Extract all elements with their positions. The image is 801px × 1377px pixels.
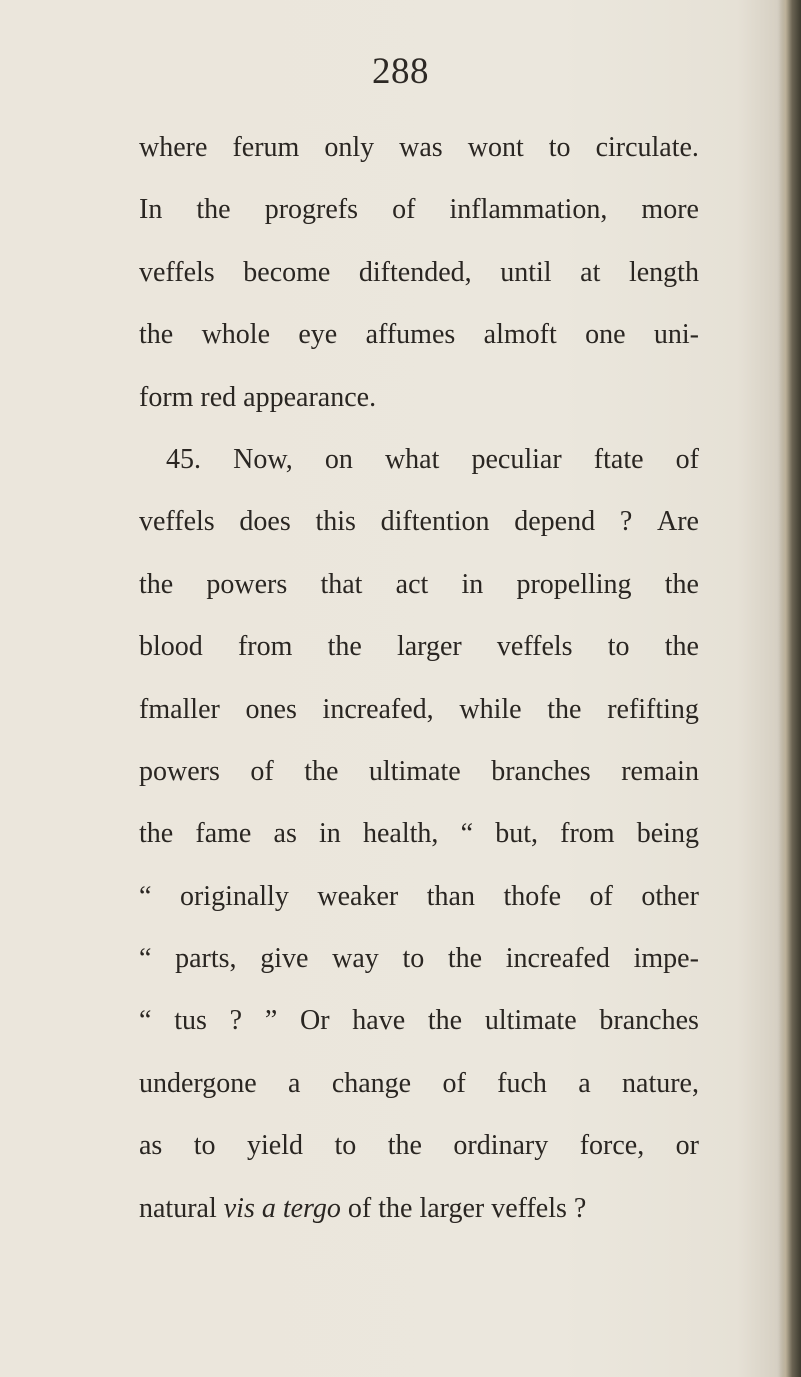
word: the xyxy=(664,568,699,600)
word: veffels xyxy=(139,256,215,288)
word: fuch xyxy=(497,1067,547,1099)
word: progrefs xyxy=(264,194,358,226)
word: but, xyxy=(495,818,538,850)
text-line-18 xyxy=(139,1189,699,1251)
word: eye xyxy=(298,319,338,351)
text-line-13 xyxy=(139,877,699,939)
word: the xyxy=(547,693,582,725)
word: than xyxy=(426,880,475,912)
word: way xyxy=(332,943,379,975)
word: from xyxy=(237,631,293,663)
word: of xyxy=(442,1067,466,1099)
word: of xyxy=(675,443,699,475)
word: the xyxy=(304,755,339,787)
word: parts, xyxy=(175,943,237,975)
word: diftention xyxy=(380,506,490,538)
word: act xyxy=(395,568,429,600)
word: larger xyxy=(396,631,462,663)
word: “ xyxy=(139,1005,152,1037)
word: the xyxy=(664,631,699,663)
word: the xyxy=(387,1130,422,1162)
line-18-italic-phrase: vis a tergo xyxy=(223,1192,341,1224)
word: to xyxy=(334,1130,357,1162)
word: of xyxy=(392,194,416,226)
word: circulate. xyxy=(595,132,699,163)
word: at xyxy=(580,256,601,288)
word: diftended, xyxy=(358,256,472,288)
text-line-1 xyxy=(139,128,699,190)
word: a xyxy=(578,1067,591,1099)
word: a xyxy=(288,1067,301,1099)
word: fame xyxy=(195,818,252,850)
word: ultimate xyxy=(368,755,461,787)
word: change xyxy=(331,1067,412,1099)
word: the xyxy=(139,818,174,850)
word: 45. xyxy=(166,443,201,475)
text-line-2 xyxy=(139,190,699,252)
word: being xyxy=(636,818,699,850)
word: whole xyxy=(201,319,271,351)
word: “ xyxy=(139,943,152,975)
word: what xyxy=(384,443,440,475)
text-line-14 xyxy=(139,939,699,1001)
word: was xyxy=(399,132,443,163)
word: uni- xyxy=(653,319,699,351)
word: inflammation, xyxy=(449,194,608,226)
word: nature, xyxy=(622,1067,699,1099)
word: “ xyxy=(139,880,152,912)
word: ? xyxy=(619,506,633,538)
word: blood xyxy=(139,631,203,663)
word: ” xyxy=(264,1005,278,1037)
word: or xyxy=(675,1130,699,1162)
word: depend xyxy=(514,506,596,538)
word: where xyxy=(139,132,208,163)
word: tus xyxy=(174,1005,207,1037)
word: in xyxy=(319,818,341,850)
word: more xyxy=(641,194,699,226)
word: veffels xyxy=(496,631,573,663)
word: ftate xyxy=(593,443,644,475)
text-line-12 xyxy=(139,814,699,876)
text-line-15 xyxy=(139,1001,699,1063)
line-18-text-end: of the larger veffels ? xyxy=(340,1192,587,1224)
word: increafed xyxy=(505,943,610,975)
word: the xyxy=(447,943,483,975)
word: of xyxy=(250,755,274,787)
line-18-text-start: natural xyxy=(139,1192,224,1224)
word: from xyxy=(560,818,615,850)
word: to xyxy=(548,132,571,163)
word: the xyxy=(427,1005,463,1037)
page-number: 288 xyxy=(372,51,429,92)
word: until xyxy=(500,256,552,288)
word: ferum xyxy=(232,132,300,163)
word: the xyxy=(196,194,231,226)
word: In xyxy=(139,194,163,226)
word: only xyxy=(324,132,375,163)
word: branches xyxy=(599,1005,699,1037)
word: ordinary xyxy=(453,1130,549,1162)
word: give xyxy=(260,943,309,975)
word: force, xyxy=(579,1130,645,1162)
text-line-17 xyxy=(139,1126,699,1188)
text-line-11 xyxy=(139,752,699,814)
line-5-text: form red appearance. xyxy=(139,381,377,413)
word: to xyxy=(607,631,630,663)
word: length xyxy=(628,256,699,288)
word: that xyxy=(320,568,363,600)
text-line-10 xyxy=(139,690,699,752)
word: remain xyxy=(621,755,699,787)
text-line-4 xyxy=(139,315,699,377)
word: while xyxy=(459,693,522,725)
word: yield xyxy=(247,1130,304,1162)
word: the xyxy=(327,631,362,663)
text-line-16 xyxy=(139,1064,699,1126)
word: impe- xyxy=(633,943,699,975)
word: fmaller xyxy=(139,693,220,725)
word: peculiar xyxy=(471,443,562,475)
text-line-8 xyxy=(139,565,699,627)
word: health, xyxy=(362,818,439,850)
word: to xyxy=(402,943,425,975)
text-line-9 xyxy=(139,627,699,689)
word: in xyxy=(461,568,484,600)
word: thofe xyxy=(503,880,562,912)
word: does xyxy=(239,506,291,538)
text-line-6 xyxy=(139,440,699,502)
word: undergone xyxy=(139,1067,257,1099)
word: other xyxy=(641,880,699,912)
word: veffels xyxy=(139,506,215,538)
page-edge-shadow xyxy=(779,0,801,1377)
word: of xyxy=(589,880,613,912)
word: “ xyxy=(460,818,474,850)
word: ones xyxy=(245,693,297,725)
word: ? xyxy=(229,1005,243,1037)
word: ultimate xyxy=(484,1005,577,1037)
word: one xyxy=(585,319,626,351)
word: the xyxy=(139,568,174,600)
word: on xyxy=(324,443,353,475)
word: wont xyxy=(467,132,524,163)
word: Are xyxy=(656,506,699,538)
word: affumes xyxy=(365,319,456,351)
word: powers xyxy=(206,568,288,600)
word: refifting xyxy=(607,693,699,725)
word: as xyxy=(139,1130,163,1162)
word: as xyxy=(273,818,297,850)
text-line-5 xyxy=(139,378,699,440)
word: powers xyxy=(139,755,220,787)
word: become xyxy=(243,256,331,288)
word: weaker xyxy=(317,880,399,912)
word: originally xyxy=(179,880,289,912)
word: this xyxy=(315,506,356,538)
text-line-7 xyxy=(139,502,699,564)
word: the xyxy=(139,319,174,351)
word: almoft xyxy=(483,319,557,351)
word: to xyxy=(193,1130,216,1162)
word: have xyxy=(352,1005,406,1037)
word: propelling xyxy=(516,568,632,600)
word: increafed, xyxy=(322,693,434,725)
word: Or xyxy=(300,1005,330,1037)
text-line-3 xyxy=(139,253,699,315)
word: branches xyxy=(491,755,591,787)
word: Now, xyxy=(233,443,293,475)
body-text xyxy=(139,128,699,1251)
